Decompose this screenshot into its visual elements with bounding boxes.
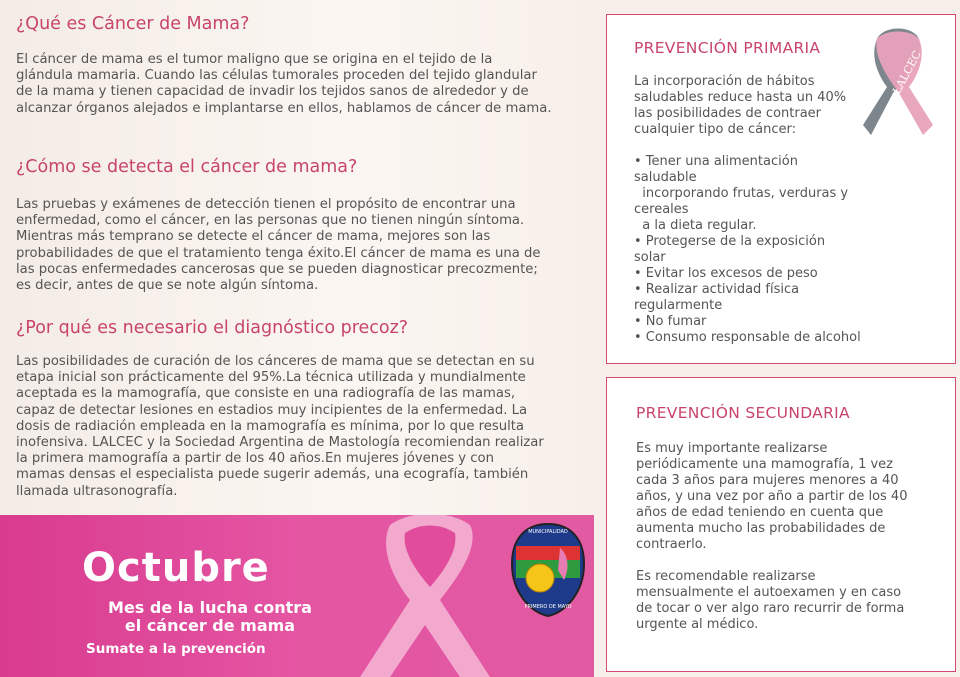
october-banner (0, 515, 594, 677)
list-item: • Evitar los excesos de peso (634, 266, 818, 281)
text-line: glándula mamaria. Cuando las células tumorales proceden del tejido glandular (16, 68, 537, 84)
text-line: años de edad teniendo en cuenta que (636, 505, 884, 520)
primary-prevention-heading: PREVENCIÓN PRIMARIA (634, 39, 821, 57)
text-line: La incorporación de hábitos (634, 74, 815, 89)
heading-detection: ¿Cómo se detecta el cáncer de mama? (16, 157, 358, 177)
section-detection (16, 157, 586, 294)
text-line: mamas densas el especialista puede sugerir además, una ecografía, también (16, 467, 529, 483)
text-line: de tocar o ver algo raro recurrir de forma (636, 601, 905, 616)
text-line: aceptada es la mamografía, que consiste en una radiografía de las mamas, (16, 386, 516, 402)
text-line: cualquier tipo de cáncer: (634, 122, 796, 137)
list-item: • Realizar actividad física (634, 282, 800, 297)
text-line: urgente al médico. (636, 617, 759, 632)
list-item: cereales (634, 202, 689, 217)
list-item: solar (634, 250, 666, 265)
text-line: Es recomendable realizarse (636, 569, 816, 584)
banner-subtitle (60, 599, 360, 635)
lalcec-logo-text: LALCEC (890, 48, 924, 97)
text-line: la primera mamografía a partir de los 40 años.En mujeres jóvenes y con (16, 451, 494, 467)
text-line: Las posibilidades de curación de los cánceres de mama que se detectan en su (16, 354, 535, 369)
secondary-prevention-box (606, 377, 956, 672)
text-line: Mientras más temprano se detecte el cáncer de mama, mejores son las (16, 229, 491, 245)
text-line: de la mama y tienen capacidad de invadir los tejidos sanos de alrededor y de (16, 84, 529, 100)
text-line: probabilidades de que el tratamiento tenga éxito.El cáncer de mama es una de (16, 245, 541, 261)
text-line: enfermedad, como el cáncer, en las personas que no tienen ningún síntoma. (16, 213, 525, 229)
section-early-diagnosis (16, 318, 586, 500)
text-line: llamada ultrasonografía. (16, 483, 178, 499)
section-what-is (16, 14, 586, 117)
list-item: • Tener una alimentación (634, 154, 798, 169)
text-line: las pocas enfermedades cancerosas que se pueden diagnosticar precozmente; (16, 261, 538, 277)
text-line: capaz de detectar lesiones en estadios muy incipientes de la enfermedad. La (16, 402, 528, 418)
spacer (634, 138, 864, 154)
primary-prevention-text (634, 74, 864, 346)
heading-what-is: ¿Qué es Cáncer de Mama? (16, 14, 250, 34)
logo-bottom-text: PRIMERO DE MAYO (524, 604, 572, 610)
text-line: El cáncer de mama es el tumor maligno que se origina en el tejido de la (16, 52, 493, 67)
list-item: • No fumar (634, 314, 707, 329)
text-line: aumenta mucho las probabilidades de (636, 521, 886, 536)
lalcec-ribbon-icon (863, 25, 933, 140)
text-line: cada 3 años para mujeres menores a 40 (636, 473, 899, 488)
banner-subtitle-line: Mes de la lucha contra (108, 598, 312, 617)
secondary-prevention-heading: PREVENCIÓN SECUNDARIA (636, 404, 850, 422)
banner-cta: Sumate a la prevención (86, 641, 266, 657)
text-line: contraerlo. (636, 537, 707, 552)
text-line: años, y una vez por año a partir de los 40 (636, 489, 908, 504)
list-item: regularmente (634, 298, 723, 313)
text-line: etapa inicial son prácticamente del 95%.La técnica utilizada y mundialmente (16, 370, 526, 386)
text-line: saludables reduce hasta un 40% (634, 90, 847, 105)
municipality-shield-icon (508, 520, 588, 620)
heading-early-diagnosis: ¿Por qué es necesario el diagnóstico precoz? (16, 318, 409, 338)
text-line: alcanzar órganos alejados e implantarse en ellos, hablamos de cáncer de mama. (16, 100, 552, 116)
logo-top-text: MUNICIPALIDAD (528, 529, 568, 535)
text-line: inofensiva. LALCEC y la Sociedad Argentina de Mastología recomiendan realizar (16, 435, 544, 451)
banner-subtitle-line: el cáncer de mama (124, 616, 296, 635)
list-item: saludable (634, 170, 697, 185)
text-line: es decir, antes de que se note algún síntoma. (16, 278, 319, 294)
secondary-prevention-text (636, 441, 936, 633)
paragraph-early-diagnosis (16, 354, 586, 500)
text-line: Las pruebas y exámenes de detección tienen el propósito de encontrar una (16, 197, 516, 212)
list-item: incorporando frutas, verduras y (634, 186, 849, 201)
text-line: Es muy importante realizarse (636, 441, 828, 456)
paragraph-detection (16, 197, 586, 294)
list-item: • Protegerse de la exposición (634, 234, 826, 249)
text-line: las posibilidades de contraer (634, 106, 822, 121)
banner-title: Octubre (82, 545, 270, 591)
pink-ribbon-icon (330, 515, 530, 677)
text-line: mensualmente el autoexamen y en caso (636, 585, 902, 600)
spacer (636, 553, 936, 569)
text-line: periódicamente una mamografía, 1 vez (636, 457, 893, 472)
list-item: • Consumo responsable de alcohol (634, 330, 861, 345)
paragraph-what-is (16, 52, 586, 117)
list-item: a la dieta regular. (634, 218, 757, 233)
primary-prevention-box (606, 14, 956, 364)
text-line: dosis de radiación empleada en la mamografía es mínima, por lo que resulta (16, 418, 525, 434)
